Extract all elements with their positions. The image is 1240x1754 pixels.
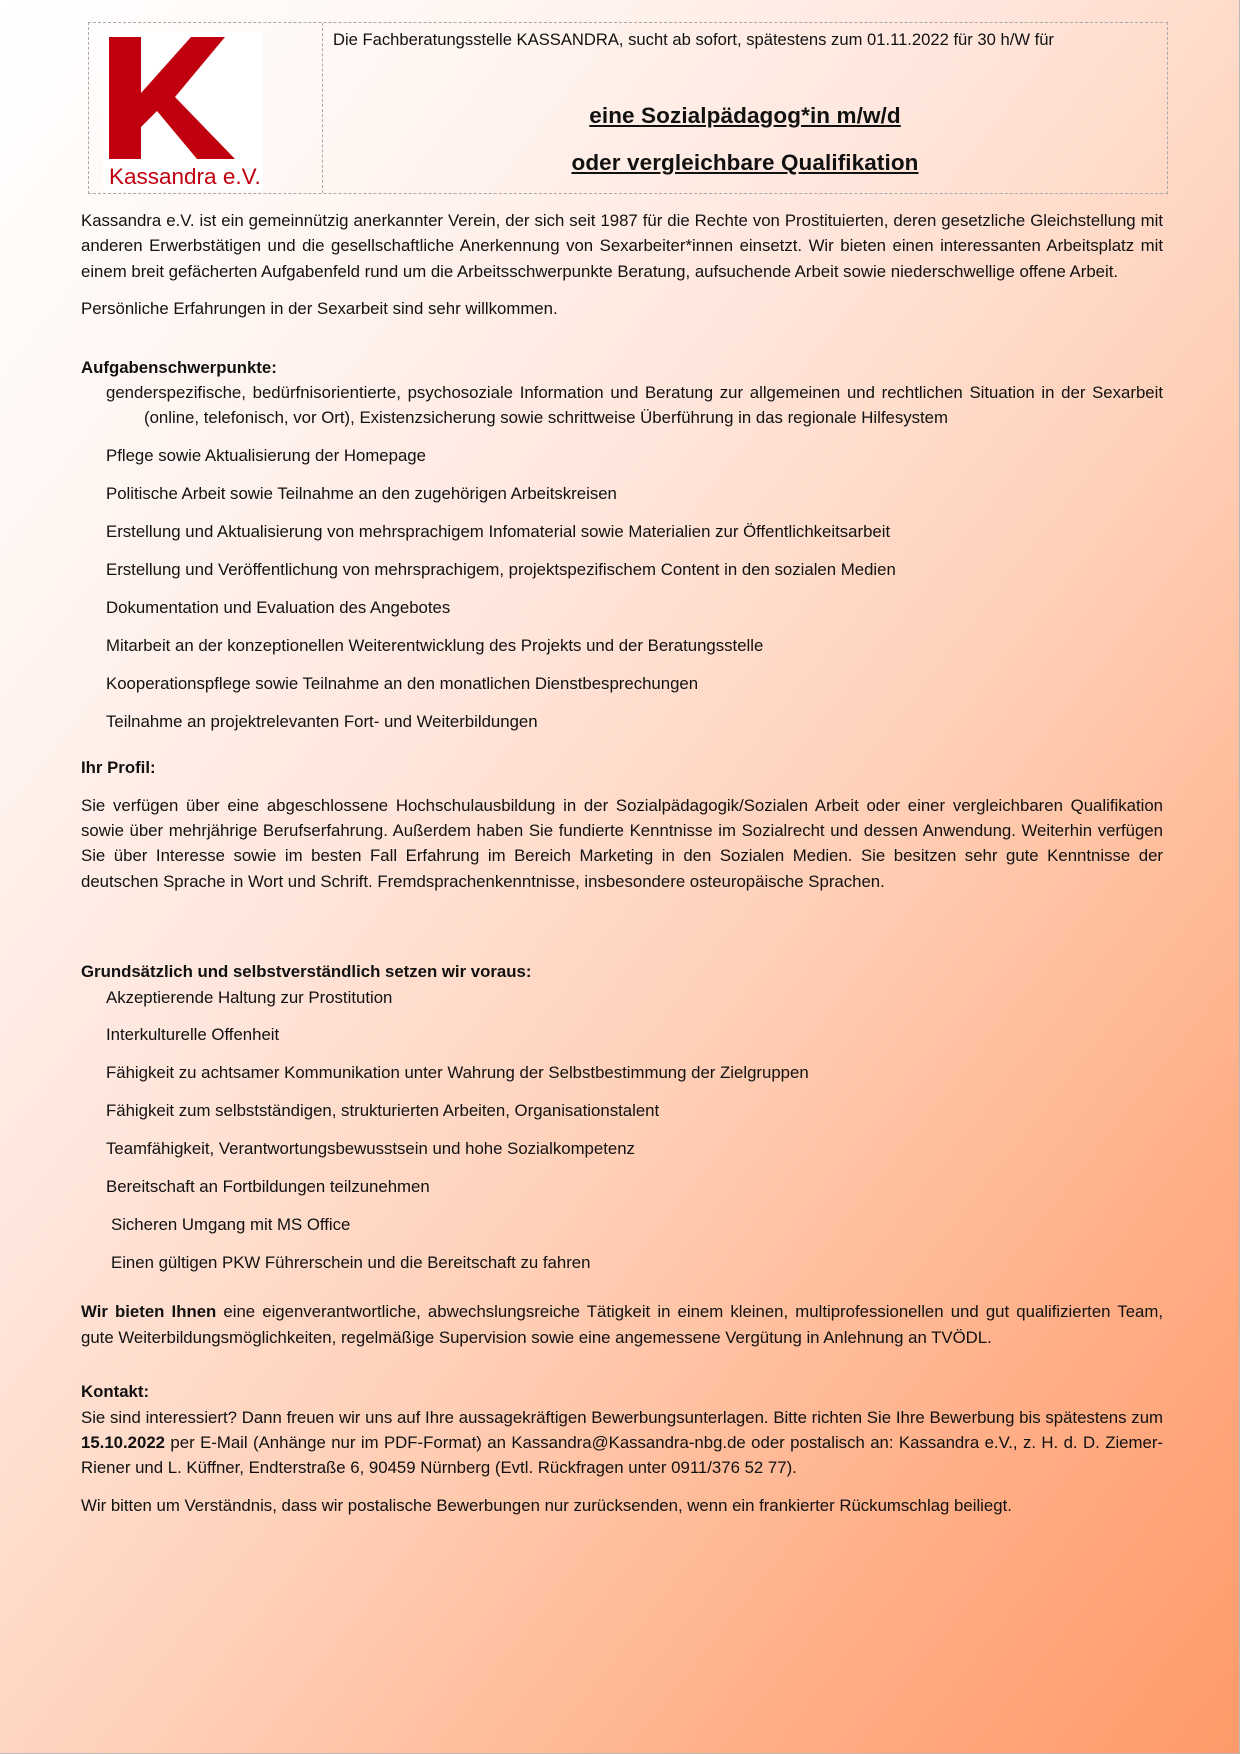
requirements-list xyxy=(81,985,1163,1276)
tasks-list xyxy=(81,380,1163,734)
job-title-line1: eine Sozialpädagog*in m/w/d xyxy=(589,103,901,128)
logo-cell xyxy=(89,23,323,193)
tasks-heading: Aufgabenschwerpunkte: xyxy=(81,357,277,377)
list-item: Fähigkeit zu achtsamer Kommunikation unter Wahrung der Selbstbestimmung der Zielgruppen xyxy=(106,1063,809,1083)
list-item: Kooperationspflege sowie Teilnahme an den monatlichen Dienstbesprechungen xyxy=(106,673,699,693)
list-item: Erstellung und Veröffentlichung von mehrsprachigem, projektspezifischem Content in den sozialen Medien xyxy=(106,560,896,580)
list-item: Bereitschaft an Fortbildungen teilzunehmen xyxy=(106,1177,430,1197)
list-item: Einen gültigen PKW Führerschein und die Bereitschaft zu fahren xyxy=(111,1252,591,1272)
requirements-heading: Grundsätzlich und selbstverständlich setzen wir voraus: xyxy=(81,962,532,982)
contact-text-after: per E-Mail (Anhänge nur im PDF-Format) an Kassandra@Kassandra-nbg.de oder postalisch an: Kassandra e.V., z. H. d. D. Ziemer-Riener und L. Küffner, Endterstraße 6, 90459 Nürnberg (Evtl. Rückfragen unter 0911/376 52 77). xyxy=(81,1432,1163,1478)
header-box xyxy=(88,22,1168,194)
list-item: Pflege sowie Aktualisierung der Homepage xyxy=(106,446,426,466)
offer-paragraph xyxy=(81,1299,1163,1350)
intro-paragraph: Kassandra e.V. ist ein gemeinnützig anerkannter Verein, der sich seit 1987 für die Rechte von Prostituierten, deren gesetzliche Gleichstellung mit anderen Erwerbstätigen und die gesellschaftliche Anerkennung von Sexarbeiter*innen einsetzt. Wir bieten einen interessanten Arbeitsplatz mit einem breit gefächerten Aufgabenfeld rund um die Arbeitsschwerpunkte Beratung, aufsuchende Arbeit sowie niederschwellige offene Arbeit. xyxy=(81,211,1163,281)
logo-name: Kassandra e.V. xyxy=(109,164,261,189)
list-item: Mitarbeit an der konzeptionellen Weiterentwicklung des Projekts und der Beratungsstelle xyxy=(106,635,764,655)
contact-text-before: Sie sind interessiert? Dann freuen wir uns auf Ihre aussagekräftigen Bewerbungsunterlagen. Bitte richten Sie Ihre Bewerbung bis spätestens zum xyxy=(81,1407,1163,1427)
list-item: Teilnahme an projektrelevanten Fort- und Weiterbildungen xyxy=(106,711,538,731)
profile-paragraph: Sie verfügen über eine abgeschlossene Hochschulausbildung in der Sozialpädagogik/Sozialen Arbeit oder einer vergleichbaren Qualifikation sowie über mehrjährige Berufserfahrung. Außerdem haben Sie fundierte Kenntnisse im Sozialrecht und dessen Anwendung. Weiterhin verfügen Sie über Interesse sowie im besten Fall Erfahrung im Bereich Marketing in den Sozialen Medien. Sie besitzen sehr gute Kenntnisse der deutschen Sprache in Wort und Schrift. Fremdsprachenkenntnisse, insbesondere osteuropäische Sprachen. xyxy=(81,795,1163,891)
contact-paragraph xyxy=(81,1405,1163,1481)
list-item: Dokumentation und Evaluation des Angebotes xyxy=(106,597,451,617)
job-title-line2: oder vergleichbare Qualifikation xyxy=(571,150,919,175)
profile-heading: Ihr Profil: xyxy=(81,758,156,778)
final-note: Wir bitten um Verständnis, dass wir postalische Bewerbungen nur zurücksenden, wenn ein frankierter Rückumschlag beiliegt. xyxy=(81,1495,1012,1515)
kassandra-logo xyxy=(103,31,263,191)
list-item: Fähigkeit zum selbstständigen, strukturierten Arbeiten, Organisationstalent xyxy=(106,1101,660,1121)
list-item: Akzeptierende Haltung zur Prostitution xyxy=(106,987,393,1007)
title-cell xyxy=(323,23,1167,193)
list-item: Teamfähigkeit, Verantwortungsbewusstsein und hohe Sozialkompetenz xyxy=(106,1139,635,1159)
contact-heading: Kontakt: xyxy=(81,1382,150,1402)
list-item: Sicheren Umgang mit MS Office xyxy=(111,1214,351,1234)
experience-paragraph: Persönliche Erfahrungen in der Sexarbeit sind sehr willkommen. xyxy=(81,299,558,319)
document-content xyxy=(81,22,1163,1518)
list-item: Politische Arbeit sowie Teilnahme an den zugehörigen Arbeitskreisen xyxy=(106,484,617,504)
offer-text: eine eigenverantwortliche, abwechslungsreiche Tätigkeit in einem kleinen, multiprofessionellen und gut qualifizierten Team, gute Weiterbildungsmöglichkeiten, regelmäßige Supervision sowie eine angemessene Vergütung in Anlehnung an TVÖDL. xyxy=(81,1302,1163,1347)
list-item: Erstellung und Aktualisierung von mehrsprachigem Infomaterial sowie Materialien zur Öffentlichkeitsarbeit xyxy=(106,522,891,542)
contact-deadline: 15.10.2022 xyxy=(81,1432,165,1452)
header-intro: Die Fachberatungsstelle KASSANDRA, sucht ab sofort, spätestens zum 01.11.2022 für 30 h/W für xyxy=(333,30,1054,49)
list-item: genderspezifische, bedürfnisorientierte, psychosoziale Information und Beratung zur allgemeinen und rechtlichen Situation in der Sexarbeit (online, telefonisch, vor Ort), Existenzsicherung sowie schrittweise Überführung in das regionale Hilfesystem xyxy=(106,383,1163,428)
list-item: Interkulturelle Offenheit xyxy=(106,1025,280,1045)
offer-lead: Wir bieten Ihnen xyxy=(81,1302,217,1322)
